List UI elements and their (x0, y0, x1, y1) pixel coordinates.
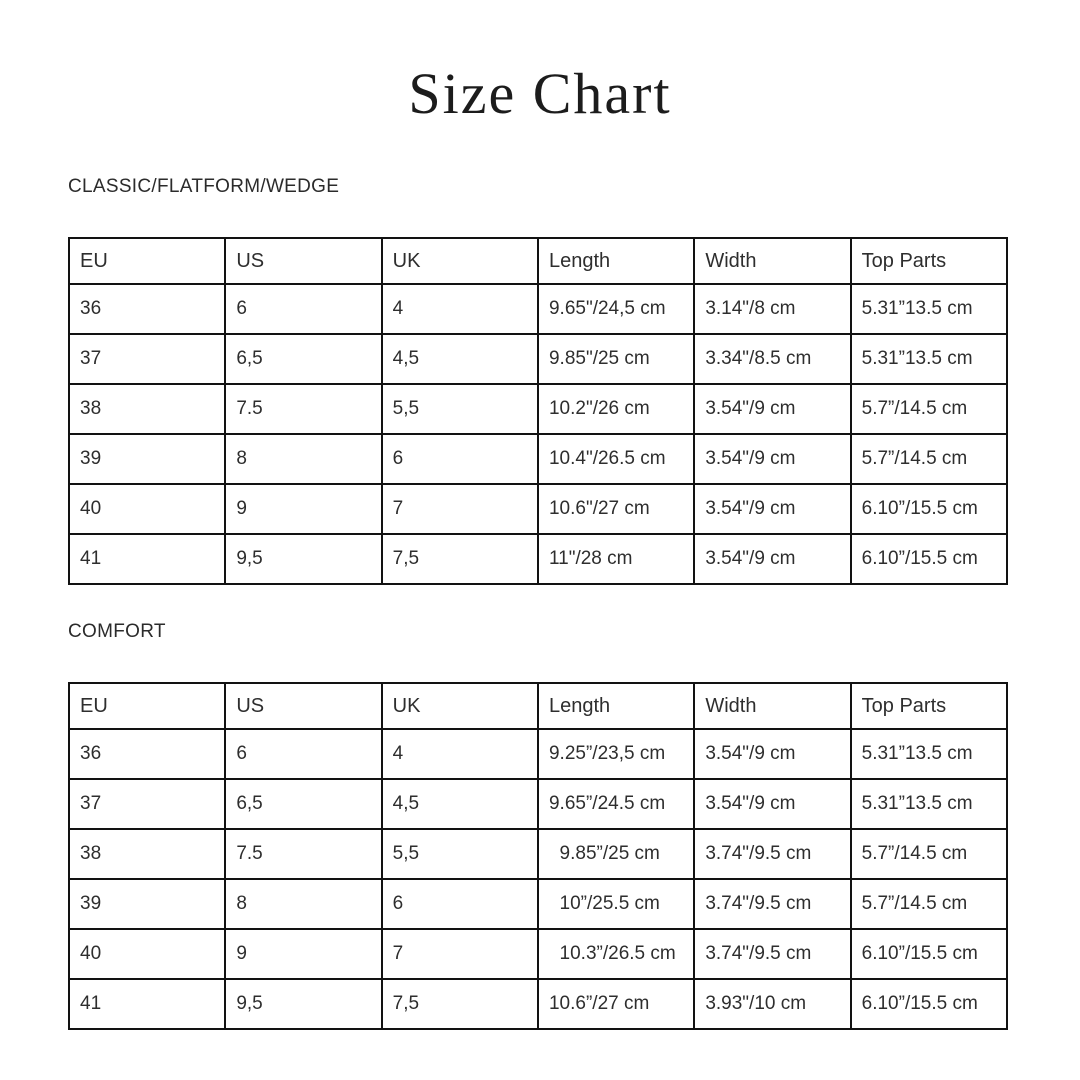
column-header: EU (69, 683, 225, 729)
table-cell: 10.2"/26 cm (538, 384, 694, 434)
table-cell: 10.3”/26.5 cm (538, 929, 694, 979)
column-header: EU (69, 238, 225, 284)
column-header: Width (694, 238, 850, 284)
section-classic-flatform-wedge (0, 176, 1080, 585)
table-cell: 5.31”13.5 cm (851, 729, 1007, 779)
table-row (69, 434, 1007, 484)
table-cell: 9.25”/23,5 cm (538, 729, 694, 779)
table-cell: 39 (69, 434, 225, 484)
table-cell: 6 (225, 729, 381, 779)
table-row (69, 779, 1007, 829)
size-table-classic (68, 237, 1008, 585)
section-label-classic: CLASSIC/FLATFORM/WEDGE (68, 176, 340, 197)
table-cell: 3.74"/9.5 cm (694, 929, 850, 979)
table-cell: 37 (69, 334, 225, 384)
table-cell: 3.93"/10 cm (694, 979, 850, 1029)
table-cell: 11"/28 cm (538, 534, 694, 584)
table-cell: 5.7”/14.5 cm (851, 879, 1007, 929)
table-cell: 38 (69, 384, 225, 434)
table-cell: 39 (69, 879, 225, 929)
table-cell: 4,5 (382, 334, 538, 384)
table-cell: 5.31”13.5 cm (851, 284, 1007, 334)
table-cell: 40 (69, 929, 225, 979)
table-cell: 5.7”/14.5 cm (851, 384, 1007, 434)
table-cell: 3.14"/8 cm (694, 284, 850, 334)
table-cell: 3.54"/9 cm (694, 434, 850, 484)
column-header: UK (382, 683, 538, 729)
table-cell: 7.5 (225, 829, 381, 879)
table-cell: 10”/25.5 cm (538, 879, 694, 929)
page-title: Size Chart (408, 61, 672, 126)
table-row (69, 484, 1007, 534)
table-row (69, 729, 1007, 779)
table-cell: 3.74"/9.5 cm (694, 829, 850, 879)
column-header: Top Parts (851, 238, 1007, 284)
table-cell: 6 (382, 879, 538, 929)
table-cell: 6 (225, 284, 381, 334)
table-row (69, 829, 1007, 879)
table-cell: 6.10”/15.5 cm (851, 484, 1007, 534)
table-cell: 5.7”/14.5 cm (851, 434, 1007, 484)
table-cell: 38 (69, 829, 225, 879)
column-header: US (225, 683, 381, 729)
table-cell: 10.4"/26.5 cm (538, 434, 694, 484)
table-cell: 5,5 (382, 829, 538, 879)
table-cell: 9.65"/24,5 cm (538, 284, 694, 334)
table-cell: 5.31”13.5 cm (851, 779, 1007, 829)
column-header: Width (694, 683, 850, 729)
section-comfort (0, 621, 1080, 1030)
column-header: Length (538, 683, 694, 729)
table-cell: 36 (69, 729, 225, 779)
table-cell: 8 (225, 879, 381, 929)
table-cell: 6,5 (225, 334, 381, 384)
table-cell: 9,5 (225, 979, 381, 1029)
column-header: Length (538, 238, 694, 284)
table-cell: 10.6”/27 cm (538, 979, 694, 1029)
table-cell: 9.85"/25 cm (538, 334, 694, 384)
table-row (69, 879, 1007, 929)
table-cell: 6.10”/15.5 cm (851, 534, 1007, 584)
table-row (69, 929, 1007, 979)
table-cell: 9.65”/24.5 cm (538, 779, 694, 829)
table-cell: 3.54"/9 cm (694, 779, 850, 829)
table-row (69, 534, 1007, 584)
header-row (69, 683, 1007, 729)
table-row (69, 284, 1007, 334)
table-cell: 6.10”/15.5 cm (851, 979, 1007, 1029)
table-row (69, 979, 1007, 1029)
table-cell: 3.54"/9 cm (694, 729, 850, 779)
table-cell: 5.7”/14.5 cm (851, 829, 1007, 879)
table-cell: 3.74"/9.5 cm (694, 879, 850, 929)
table-cell: 10.6"/27 cm (538, 484, 694, 534)
table-cell: 9.85”/25 cm (538, 829, 694, 879)
table-cell: 7 (382, 929, 538, 979)
table-cell: 8 (225, 434, 381, 484)
table-cell: 9,5 (225, 534, 381, 584)
table-cell: 9 (225, 484, 381, 534)
table-row (69, 384, 1007, 434)
table-cell: 36 (69, 284, 225, 334)
table-cell: 3.54"/9 cm (694, 534, 850, 584)
table-cell: 7,5 (382, 534, 538, 584)
table-cell: 37 (69, 779, 225, 829)
table-cell: 7.5 (225, 384, 381, 434)
header-row (69, 238, 1007, 284)
table-cell: 9 (225, 929, 381, 979)
table-cell: 3.34"/8.5 cm (694, 334, 850, 384)
table-cell: 6 (382, 434, 538, 484)
section-label-comfort: COMFORT (68, 621, 166, 642)
table-row (69, 334, 1007, 384)
table-cell: 6.10”/15.5 cm (851, 929, 1007, 979)
column-header: UK (382, 238, 538, 284)
table-cell: 40 (69, 484, 225, 534)
table-cell: 4 (382, 729, 538, 779)
table-cell: 4 (382, 284, 538, 334)
table-cell: 5.31”13.5 cm (851, 334, 1007, 384)
column-header: Top Parts (851, 683, 1007, 729)
table-cell: 7 (382, 484, 538, 534)
table-cell: 6,5 (225, 779, 381, 829)
size-table-comfort (68, 682, 1008, 1030)
table-cell: 41 (69, 979, 225, 1029)
table-cell: 3.54"/9 cm (694, 384, 850, 434)
table-cell: 4,5 (382, 779, 538, 829)
table-cell: 3.54"/9 cm (694, 484, 850, 534)
table-cell: 7,5 (382, 979, 538, 1029)
table-cell: 41 (69, 534, 225, 584)
table-cell: 5,5 (382, 384, 538, 434)
column-header: US (225, 238, 381, 284)
